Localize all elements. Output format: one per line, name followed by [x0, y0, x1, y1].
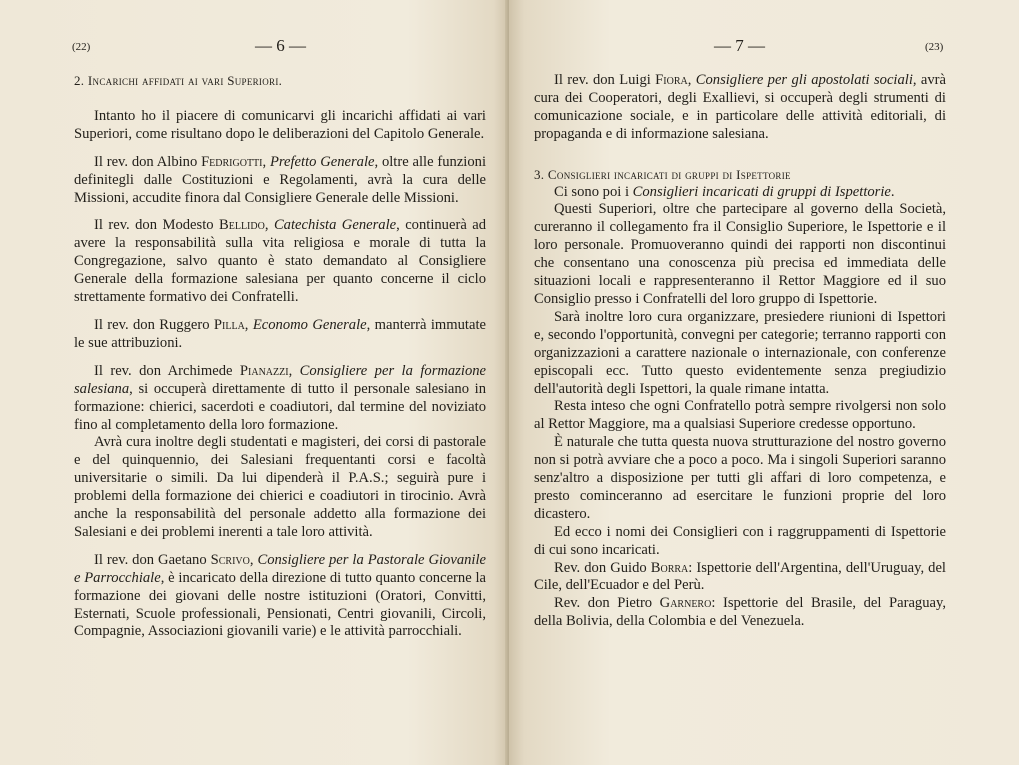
- running-head: — 6 —: [255, 36, 306, 55]
- paragraph: Sarà inoltre loro cura organizzare, presiedere riunioni di Ispettori e, secondo l'opportunità, convegni per categorie; terranno rapporti con organizzazioni a carattere nazionale o internazionale, con conferenze episcopali ecc. Tutto questo evidentemente senza pregiudizio dell'autorità degli Ispettori, la quale rimane intatta.: [534, 308, 946, 397]
- left-body: [74, 72, 486, 641]
- paragraph: Rev. don Guido Borra: Ispettorie dell'Argentina, dell'Uruguay, del Cile, dell'Ecuador e del Perù.: [534, 559, 946, 594]
- paragraph: È naturale che tutta questa nuova strutturazione del nostro governo non si potrà avviare che a poco a poco. Ma i singoli Superiori saranno senz'altro a disposizione per tutti gli affari di loro competenza, e presto cominceranno ad esercitare le funzioni proprie del loro dicastero.: [534, 434, 946, 522]
- paragraph: Il rev. don Gaetano Scrivo, Consigliere per la Pastorale Giovanile e Parrocchiale, è incaricato della direzione di tutto quanto concerne la formazione dei giovani delle nostre istituzioni (Oratori, Convitti, Esternati, Scuole professionali, Pensionati, Centri giovanili, Circoli, Compagnie, Associazioni giovanili varie) e le attività parrocchiali.: [74, 551, 487, 640]
- right-page: [509, 0, 1019, 765]
- paragraph: Il rev. don Luigi Fiora, Consigliere per gli apostolati sociali, avrà cura dei Cooperatori, degli Exallievi, si occuperà degli strumenti di comunicazione sociale, e in particolare delle attività editoriali, di propaganda e di informazione salesiana.: [534, 72, 947, 142]
- paragraph: Avrà cura inoltre degli studentati e magisteri, dei corsi di pastorale e del quinquennio, dei Salesiani frequentanti corsi e facoltà universitarie o simili. Da lui dipenderà il P.A.S.; seguirà pure i problemi della formazione dei chierici e coadiutori in tirocinio. Avrà anche la responsabilità del personale addetto alla formazione dei Salesiani e dei problemi inerenti a tale loro attività.: [74, 434, 486, 540]
- paragraph: Intanto ho il piacere di comunicarvi gli incarichi affidati ai vari Superiori, come risultano dopo le deliberazioni del Capitolo Generale.: [74, 107, 486, 142]
- paragraph: Ci sono poi i Consiglieri incaricati di gruppi di Ispettorie.: [554, 183, 895, 200]
- paragraph: Ed ecco i nomi dei Consiglieri con i raggruppamenti di Ispettorie di cui sono incaricati.: [534, 523, 946, 558]
- paragraph: Il rev. don Modesto Bellido, Catechista Generale, continuerà ad avere la responsabilità sulla vita religiosa e morale di tutta la Congregazione, salvo quanto è stato demandato al Consigliere Generale della formazione salesiana per quanto concerne il ciclo strettamente formativo dei Confratelli.: [74, 217, 487, 306]
- section-heading: 3. Consiglieri incaricati di gruppi di Ispettorie: [534, 166, 791, 182]
- page-number: (23): [925, 41, 944, 53]
- page-number: (22): [72, 41, 91, 53]
- left-page: [0, 0, 509, 765]
- running-head: — 7 —: [714, 36, 765, 55]
- section-heading: 2. Incarichi affidati ai vari Superiori.: [74, 73, 283, 88]
- right-body: [534, 72, 946, 631]
- paragraph: Il rev. don Albino Fedrigotti, Prefetto Generale, oltre alle funzioni definitegli dalle Costituzioni e Regolamenti, avrà la cura delle Missioni, accudite finora dal Consigliere Generale delle Missioni.: [74, 153, 486, 206]
- paragraph: Resta inteso che ogni Confratello potrà sempre rivolgersi non solo al Rettor Maggiore, ma a qualsiasi Superiore credesse opportuno.: [534, 398, 946, 433]
- paragraph: Rev. don Pietro Garnero: Ispettorie del Brasile, del Paraguay, della Bolivia, della Colombia e del Venezuela.: [534, 595, 946, 630]
- paragraph: Questi Superiori, oltre che partecipare al governo della Società, cureranno il collegamento fra il Consiglio Superiore, le Ispettorie e il loro personale. Promuoveranno quindi dei rapporti non discontinui che consentano una conoscenza più precisa ed immediata delle situazioni locali e rappresenteranno il Rettor Maggiore ed il suo Consiglio presso i Confratelli del loro gruppo di Ispettorie.: [534, 201, 946, 307]
- paragraph: Il rev. don Archimede Pianazzi, Consigliere per la formazione salesiana, si occuperà direttamente di tutto il personale salesiano in formazione: chierici, sacerdoti e coadiutori, dal termine del noviziato fino al completamento della loro formazione.: [74, 362, 487, 433]
- paragraph: Il rev. don Ruggero Pilla, Economo Generale, manterrà immutate le sue attribuzioni.: [74, 316, 486, 351]
